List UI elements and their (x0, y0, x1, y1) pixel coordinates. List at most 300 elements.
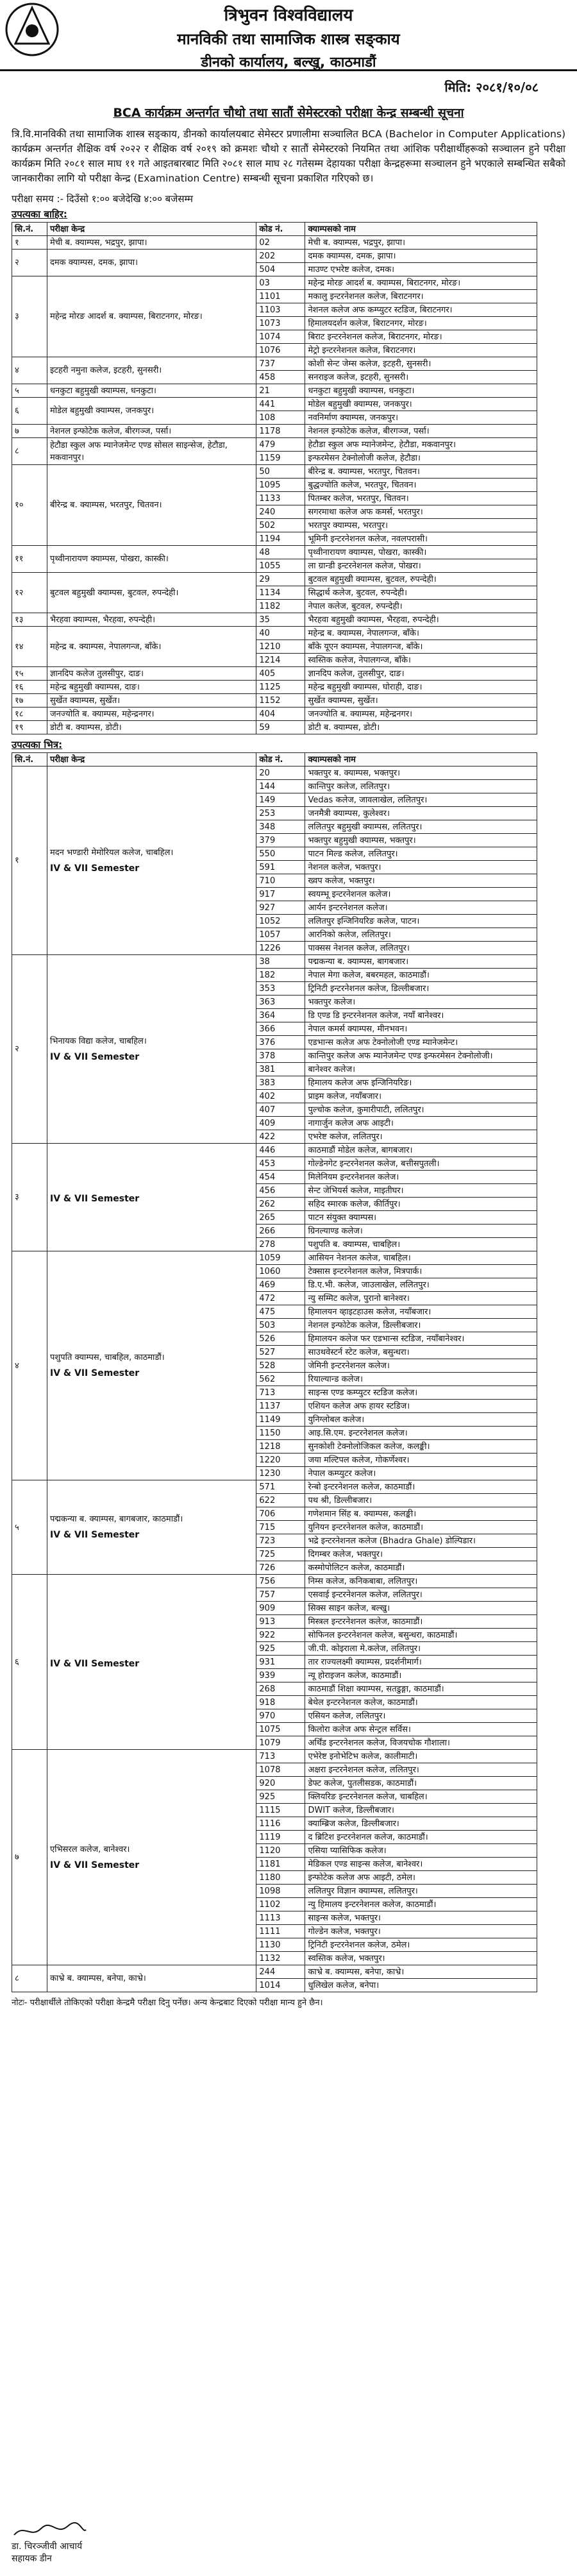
college-code: 622 (256, 1494, 305, 1507)
college-name: कान्तिपुर कलेज, ललितपुर। (305, 780, 537, 793)
college-name: काठमाडौं मोडेल कलेज, बागबजार। (305, 1144, 537, 1157)
centre-name: मदन भण्डारी मेमोरियल कलेज, चाबहिल। (49, 847, 174, 858)
table-row (12, 425, 537, 438)
college-name: भक्तपुर कलेज। (305, 996, 537, 1009)
college-name: बिराट इन्टरनेशनल कलेज, बिराटनगर, मोरङ। (305, 330, 537, 344)
college-name: क्लियरिङ इन्टरनेशनल कलेज, चाबहिल। (305, 1790, 537, 1804)
college-code: 1180 (256, 1871, 305, 1885)
group-sn: १६ (12, 681, 47, 694)
college-name: पथ श्री, डिल्लीबजार। (305, 1494, 537, 1507)
table-row (12, 573, 537, 586)
college-name: एभेरेष्ट इनोभेटिभ कलेज, कालीमाटी। (305, 1750, 537, 1763)
college-code: 182 (256, 969, 305, 982)
college-name: प्राइम कलेज, नयाँबजार। (305, 1090, 537, 1103)
college-code: 29 (256, 573, 305, 586)
semester-label: IV & VII Semester (49, 1194, 140, 1204)
college-code: 402 (256, 1090, 305, 1103)
college-code: 713 (256, 1750, 305, 1763)
centre-name: डोटी ब. क्याम्पस, डोटी। (49, 722, 122, 733)
college-code: 108 (256, 411, 305, 425)
college-code: 1194 (256, 532, 305, 546)
college-code: 364 (256, 1009, 305, 1022)
college-code: 1149 (256, 1413, 305, 1427)
college-code: 446 (256, 1144, 305, 1157)
group-sn: ११ (12, 546, 47, 573)
college-code: 1226 (256, 942, 305, 955)
college-name: सुनकोशी टेक्नोलोजिकल कलेज, कलङ्की। (305, 1440, 537, 1453)
college-name: कोशी सेन्ट जेम्स कलेज, इटहरी, सुनसरी। (305, 357, 537, 371)
college-code: 472 (256, 1292, 305, 1305)
group-sn: १ (12, 767, 47, 955)
college-name: एशियन कलेज अफ हायर स्टडिज। (305, 1400, 537, 1413)
college-name: काभ्रे ब. क्याम्पस, बनेपा, काभ्रे। (305, 1965, 537, 1979)
university-logo-icon (4, 1, 60, 58)
college-code: 1095 (256, 479, 305, 492)
college-name: ज्ञानदिप कलेज, तुलसीपुर, दाङ। (305, 667, 537, 681)
college-name: आर्यन इन्टरनेशनल कलेज। (305, 901, 537, 915)
inside-valley-table (12, 752, 537, 1992)
college-name: भरतपुर क्याम्पस, भरतपुर। (305, 519, 537, 532)
table-row (12, 236, 537, 250)
college-code: 453 (256, 1157, 305, 1171)
college-name: ला ग्रान्डी इन्टरनेशनल कलेज, पोखरा। (305, 559, 537, 573)
college-name: ख्वप कलेज, भक्तपुर। (305, 874, 537, 888)
college-name: साइन्स एण्ड कम्प्युटर स्टडिज कलेज। (305, 1386, 537, 1400)
college-name: नेपाल कमर्स क्याम्पस, मीनभवन। (305, 1022, 537, 1036)
college-name: हिमालयन कलेज फर एडभान्स स्टडिज, नयाँबानेश्वर। (305, 1332, 537, 1346)
centre-name: इटहरी नमुना कलेज, इटहरी, सुनसरी। (49, 366, 162, 375)
college-name: महेन्द्र बहुमुखी क्याम्पस, घोराही, दाङ। (305, 681, 537, 694)
college-code: 713 (256, 1386, 305, 1400)
table-row (12, 767, 537, 780)
college-code: 363 (256, 996, 305, 1009)
college-name: नेपाल कलेज, बुटवल, रुपन्देही। (305, 600, 537, 613)
college-name: पाक्सस नेशनल कलेज, ललितपुर। (305, 942, 537, 955)
centre-name: एभिसरल कलेज, बानेश्वर। (49, 1844, 130, 1854)
college-code: 1057 (256, 928, 305, 942)
table-row (12, 708, 537, 721)
semester-label: IV & VII Semester (49, 1860, 140, 1870)
college-code: 504 (256, 263, 305, 276)
college-name: न्यु हिमालय इन्टरनेशनल कलेज, काठमाडौं। (305, 1898, 537, 1911)
group-centre (47, 546, 256, 573)
college-code: 21 (256, 384, 305, 398)
group-centre (47, 1144, 256, 1251)
centre-name: भिनायक विद्या कलेज, चाबहिल। (49, 1036, 147, 1046)
college-name: एसिया प्यासिफिक कलेज। (305, 1844, 537, 1858)
col-centre: परीक्षा केन्द्र (47, 223, 256, 236)
college-name: धुलिखेल कलेज, बनेपा। (305, 1979, 537, 1992)
group-sn: ४ (12, 357, 47, 384)
college-name: बेथेल इन्टरनेशनल कलेज, काठमाडौं। (305, 1696, 537, 1709)
college-name: नेशनल कलेज, भक्तपुर। (305, 861, 537, 874)
table-row (12, 1480, 537, 1494)
college-name: दमक क्याम्पस, दमक, झापा। (305, 250, 537, 263)
group-sn: २ (12, 250, 47, 276)
college-code: 20 (256, 767, 305, 780)
college-code: 526 (256, 1332, 305, 1346)
college-name: ग्रिनल्याण्ड कलेज। (305, 1224, 537, 1238)
notice-date: मिति: २०८१/१०/०८ (444, 80, 539, 95)
group-centre (47, 384, 256, 398)
semester-label: IV & VII Semester (49, 863, 140, 874)
centre-name: मेची ब. क्याम्पस, भद्रपुर, झापा। (49, 237, 147, 248)
college-name: साइन्स कलेज, भक्तपुर। (305, 1911, 537, 1925)
college-code: 479 (256, 438, 305, 452)
college-name: बुटवल बहुमुखी क्याम्पस, बुटवल, रुपन्देही। (305, 573, 537, 586)
college-code: 1074 (256, 330, 305, 344)
group-centre (47, 357, 256, 384)
college-code: 1055 (256, 559, 305, 573)
college-name: बीरेन्द्र ब. क्याम्पस, भरतपुर, चितवन। (305, 465, 537, 479)
college-code: 737 (256, 357, 305, 371)
table-row (12, 613, 537, 627)
college-name: सिद्धार्थ कलेज, बुटवल, रुपन्देही। (305, 586, 537, 600)
office-address: डीनको कार्यालय, बल्खु, काठमाडौं (201, 55, 376, 71)
college-code: 917 (256, 888, 305, 901)
college-code: 149 (256, 793, 305, 807)
college-name: भद्रे इन्टरनेशनल कलेज (Bhadra Ghale) डोल्पिडार। (305, 1534, 537, 1548)
college-code: 757 (256, 1588, 305, 1602)
college-name: सहिद स्मारक कलेज, कीर्तिपुर। (305, 1198, 537, 1211)
college-code: 404 (256, 708, 305, 721)
group-centre (47, 1965, 256, 1992)
college-name: रियाल्यान्ड कलेज। (305, 1373, 537, 1386)
college-code: 1076 (256, 344, 305, 357)
college-code: 02 (256, 236, 305, 250)
college-name: सेन्ट जेभियर्स कलेज, माइतीघर। (305, 1184, 537, 1198)
college-code: 48 (256, 546, 305, 559)
college-name: बानेश्वर कलेज। (305, 1063, 537, 1076)
college-name: जी.पी. कोइराला मे.कलेज, ललितपुर। (305, 1642, 537, 1656)
college-code: 1178 (256, 425, 305, 438)
college-name: DWIT कलेज, डिल्लीबजार। (305, 1804, 537, 1817)
college-name: धनकुटा बहुमुखी क्याम्पस, धनकुटा। (305, 384, 537, 398)
table-row (12, 398, 537, 411)
college-code: 1079 (256, 1736, 305, 1750)
college-name: ट्रिनिटी इन्टरनेशनल कलेज, ठमेल। (305, 1938, 537, 1952)
college-code: 40 (256, 627, 305, 640)
centre-name: पृथ्वीनारायण क्याम्पस, पोखरा, कास्की। (49, 554, 169, 564)
table-row (12, 667, 537, 681)
college-code: 503 (256, 1319, 305, 1332)
college-code: 1230 (256, 1467, 305, 1480)
college-name: इन्फरमेसन टेक्नोलोजी कलेज, हेटौडा। (305, 452, 537, 465)
college-code: 1220 (256, 1453, 305, 1467)
college-code: 03 (256, 276, 305, 290)
exam-time: परीक्षा समय :- दिउँसो १:०० बजेदेखि ४:०० बजेसम्म (12, 193, 193, 205)
table-row (12, 546, 537, 559)
college-code: 144 (256, 780, 305, 793)
college-name: नागार्जुन कलेज अफ आइटी। (305, 1117, 537, 1130)
college-code: 407 (256, 1103, 305, 1117)
col-centre: परीक्षा केन्द्र (47, 753, 256, 767)
header-rule (0, 69, 577, 71)
group-centre (47, 681, 256, 694)
college-name: सुर्खेत क्याम्पस, सुर्खेत। (305, 694, 537, 708)
centre-name: दमक क्याम्पस, दमक, झापा। (49, 258, 138, 267)
college-code: 458 (256, 371, 305, 384)
college-name: डि एण्ड डि इन्टरनेशनल कलेज, नयाँ बानेश्वर। (305, 1009, 537, 1022)
group-centre (47, 1575, 256, 1750)
college-code: 909 (256, 1602, 305, 1615)
group-centre (47, 425, 256, 438)
college-code: 920 (256, 1777, 305, 1790)
group-sn: ३ (12, 276, 47, 357)
college-name: ललितपुर बहुमुखी क्याम्पस, ललितपुर। (305, 820, 537, 834)
college-code: 1060 (256, 1265, 305, 1278)
group-sn: १५ (12, 667, 47, 681)
group-centre (47, 667, 256, 681)
group-centre (47, 1480, 256, 1575)
college-code: 1181 (256, 1858, 305, 1871)
college-name: डोटी ब. क्याम्पस, डोटी। (305, 721, 537, 734)
college-name: सिक्स साइन कलेज, बल्खु। (305, 1602, 537, 1615)
group-centre (47, 627, 256, 667)
footnote: नोटः- परीक्षार्थीले तोकिएको परीक्षा केन्द्रमै परीक्षा दिनु पर्नेछ। अन्य केन्द्रबाट दिएको परीक्षा मान्य हुने छैन। (12, 1998, 323, 2008)
signatory-role: सहायक डीन (12, 2554, 52, 2564)
group-sn: २ (12, 955, 47, 1144)
college-name: क्याम्ब्रिज कलेज, डिल्लीबजार। (305, 1817, 537, 1831)
college-name: Vedas कलेज, जावलाखेल, ललितपुर। (305, 793, 537, 807)
college-code: 1052 (256, 915, 305, 928)
table-row (12, 1575, 537, 1588)
centre-name: हेटौडा स्कुल अफ म्यानेजमेन्ट एण्ड सोसल साइन्सेज, हेटौडा, मकवानपुर। (49, 440, 228, 462)
college-name: भैरहवा बहुमुखी क्याम्पस, भैरहवा, रुपन्देही। (305, 613, 537, 627)
college-code: 379 (256, 834, 305, 847)
college-name: स्वस्तिक कलेज, भक्तपुर। (305, 1952, 537, 1965)
college-name: दिगम्बर कलेज, भक्तपुर। (305, 1548, 537, 1561)
col-college: क्याम्पसको नाम (305, 223, 537, 236)
table-row (12, 250, 537, 263)
college-name: डेफ्ट कलेज, पुतलीसडक, काठमाडौं। (305, 1777, 537, 1790)
college-name: ललितपुर इन्जिनियरिङ कलेज, पाटन। (305, 915, 537, 928)
college-code: 1132 (256, 1952, 305, 1965)
college-name: पुल्चोक कलेज, कुमारीपाटी, ललितपुर। (305, 1103, 537, 1117)
group-sn: ६ (12, 1575, 47, 1750)
college-name: नेपाल मेगा कलेज, बबरमहल, काठमाडौं। (305, 969, 537, 982)
college-name: महेन्द्र मोरङ आदर्श ब. क्याम्पस, बिराटनगर, मोरङ। (305, 276, 537, 290)
college-code: 454 (256, 1171, 305, 1184)
college-code: 240 (256, 505, 305, 519)
college-code: 1115 (256, 1804, 305, 1817)
section-outside-label: उपत्यका बाहिर: (12, 208, 67, 220)
college-code: 1059 (256, 1251, 305, 1265)
college-code: 1152 (256, 694, 305, 708)
college-code: 1137 (256, 1400, 305, 1413)
college-code: 939 (256, 1669, 305, 1682)
college-code: 1125 (256, 681, 305, 694)
group-centre (47, 276, 256, 357)
group-sn: १ (12, 236, 47, 250)
college-code: 528 (256, 1359, 305, 1373)
college-code: 1120 (256, 1844, 305, 1858)
group-centre (47, 250, 256, 276)
centre-name: ज्ञानदिप कलेज तुलसीपुर, दाङ। (49, 668, 144, 679)
group-centre (47, 1251, 256, 1480)
college-name: कस्मोपोलिटन कलेज, काठमाडौं। (305, 1561, 537, 1575)
college-code: 710 (256, 874, 305, 888)
signatory-name: डा. चिरञ्जीवी आचार्य (12, 2541, 83, 2552)
table-row (12, 721, 537, 734)
centre-name: धनकुटा बहुमुखी क्याम्पस, धनकुटा। (49, 386, 156, 396)
college-name: आरनिको कलेज, ललितपुर। (305, 928, 537, 942)
college-code: 715 (256, 1521, 305, 1534)
college-name: एडभान्स कलेज अफ टेक्नोलोजी एण्ड म्यानेजमेन्ट। (305, 1036, 537, 1049)
college-name: इन्फोटेक कलेज अफ आइटी, ठमेल। (305, 1871, 537, 1885)
college-code: 1103 (256, 303, 305, 317)
outside-valley-table (12, 222, 537, 734)
table-row (12, 1750, 537, 1763)
college-name: नेशनल कलेज अफ कम्प्युटर स्टडिज, बिराटनगर। (305, 303, 537, 317)
group-sn: ४ (12, 1251, 47, 1480)
college-code: 562 (256, 1373, 305, 1386)
group-sn: १४ (12, 627, 47, 667)
college-code: 918 (256, 1696, 305, 1709)
college-code: 591 (256, 861, 305, 874)
college-code: 550 (256, 847, 305, 861)
college-name: निम्स कलेज, कनिकबाबा, ललितपुर। (305, 1575, 537, 1588)
college-code: 381 (256, 1063, 305, 1076)
college-name: मेट्रो इन्टरनेशनल कलेज, बिराटनगर। (305, 344, 537, 357)
group-centre (47, 955, 256, 1144)
college-name: द ब्रिटिश इन्टरनेशनल कलेज, काठमाडौं। (305, 1831, 537, 1844)
table-row (12, 694, 537, 708)
college-name: किलोरा कलेज अफ सेन्ट्रल सर्विस। (305, 1723, 537, 1736)
college-name: पृथ्वीनारायण क्याम्पस, पोखरा, कास्की। (305, 546, 537, 559)
signature-block (12, 2521, 140, 2564)
college-name: माउण्ट एभरेष्ट कलेज, दमक। (305, 263, 537, 276)
college-name: बाँके यूएन क्याम्पस, नेपालगन्ज, बाँके। (305, 640, 537, 654)
college-code: 1113 (256, 1911, 305, 1925)
college-code: 571 (256, 1480, 305, 1494)
centre-name: काभ्रे ब. क्याम्पस, बनेपा, काभ्रे। (49, 1974, 146, 1983)
college-code: 925 (256, 1642, 305, 1656)
semester-label: IV & VII Semester (49, 1658, 140, 1669)
notice-intro: त्रि.वि.मानविकी तथा सामाजिक शास्त्र सङ्‍काय, डीनको कार्यालयबाट सेमेस्टर प्रणालीमा सञ्चालित BCA (Bachelor in Computer Applications) कार्यक्रम अन्तर्गत शैक्षिक वर्ष २०२२ र शैक्षिक वर्ष २०१९ को क्रमशः चौथो र सातौं सेमेस्टरको नियमित तथा आंशिक परीक्षार्थीहरूको सञ्चालन हुने परीक्षा कार्यक्रम मिति २०८१ साल माघ ११ गते आइतबारबाट मिति २०८१ साल माघ २८ गतेसम्म देहायका परीक्षा केन्द्रहरूमा सञ्चालन हुने भएकाले सम्बन्धित सबैको जानकारीका लागि यो परीक्षा केन्द्र (Examination Centre) सम्बन्धी सूचना प्रकाशित गरिएको छ। (12, 128, 565, 184)
group-sn: १७ (12, 694, 47, 708)
semester-label: IV & VII Semester (49, 1051, 140, 1062)
college-name: महेन्द्र ब. क्याम्पस, नेपालगन्ज, बाँके। (305, 627, 537, 640)
college-name: न्यु सम्मिट कलेज, पुरानो बानेश्वर। (305, 1292, 537, 1305)
college-name: जेमिनी इन्टरनेशनल कलेज। (305, 1359, 537, 1373)
college-code: 456 (256, 1184, 305, 1198)
college-code: 376 (256, 1036, 305, 1049)
college-name: नेशनल इन्फोटेक कलेज, डिल्लीबजार। (305, 1319, 537, 1332)
table-row (12, 1144, 537, 1157)
section-inside-label: उपत्यका भित्र: (12, 739, 63, 750)
notice-title: BCA कार्यक्रम अन्तर्गत चौथो तथा सातौं सेमेस्टरको परीक्षा केन्द्र सम्बन्धी सूचना (113, 106, 464, 120)
centre-name: बुटवल बहुमुखी क्याम्पस, बुटवल, रुपन्देही। (49, 588, 179, 598)
college-code: 409 (256, 1117, 305, 1130)
college-name: कान्तिपुर कलेज अफ म्यानेजमेन्ट एण्ड इन्फरमेसन टेक्नोलोजी। (305, 1049, 537, 1063)
group-sn: ७ (12, 1750, 47, 1965)
college-code: 502 (256, 519, 305, 532)
centre-name: नेशनल इन्फोटेक कलेज, बीरगञ्ज, पर्सा। (49, 426, 172, 436)
col-college: क्याम्पसको नाम (305, 753, 537, 767)
college-name: पाटन संयुक्त क्याम्पस। (305, 1211, 537, 1224)
group-sn: १८ (12, 708, 47, 721)
college-name: जनमैत्री क्याम्पस, कुलेश्वर। (305, 807, 537, 820)
college-name: युनिग्लोबल कलेज। (305, 1413, 537, 1427)
college-code: 1116 (256, 1817, 305, 1831)
table-row (12, 438, 537, 452)
college-code: 348 (256, 820, 305, 834)
college-name: आसियन नेशनल कलेज, चाबहिल। (305, 1251, 537, 1265)
table-row (12, 955, 537, 969)
centre-name: बीरेन्द्र ब. क्याम्पस, भरतपुर, चितवन। (49, 500, 162, 510)
college-name: न्यू होराइजन कलेज, काठमाडौं। (305, 1669, 537, 1682)
table-row (12, 1965, 537, 1979)
group-sn: ६ (12, 398, 47, 425)
centre-name: मोडेल बहुमुखी क्याम्पस, जनकपुर। (49, 406, 155, 416)
college-name: पितम्बर कलेज, भरतपुर, चितवन। (305, 492, 537, 505)
group-centre (47, 573, 256, 613)
college-name: बुद्धज्योति कलेज, भरतपुर, चितवन। (305, 479, 537, 492)
college-name: ललितपुर विज्ञान क्याम्पस, ललितपुर। (305, 1885, 537, 1898)
college-code: 527 (256, 1346, 305, 1359)
college-name: अर्थिंड इन्टरनेशनल कलेज, विजयचोक गौशाला। (305, 1736, 537, 1750)
college-name: भक्तपुर ब. क्याम्पस, भक्तपुर। (305, 767, 537, 780)
college-code: 1119 (256, 1831, 305, 1844)
college-code: 927 (256, 901, 305, 915)
group-sn: १० (12, 465, 47, 546)
college-code: 265 (256, 1211, 305, 1224)
college-code: 202 (256, 250, 305, 263)
semester-label: IV & VII Semester (49, 1530, 140, 1540)
centre-name: जनज्योति ब. क्याम्पस, महेन्द्रनगर। (49, 709, 155, 719)
handwritten-signature-icon (12, 2521, 140, 2540)
college-name: ट्रिनिटी इन्टरनेशनल कलेज, डिल्लीबजार। (305, 982, 537, 996)
college-code: 1133 (256, 492, 305, 505)
group-sn: ५ (12, 1480, 47, 1575)
group-sn: १९ (12, 721, 47, 734)
group-centre (47, 767, 256, 955)
centre-name: महेन्द्र बहुमुखी क्याम्पस, दाङ। (49, 682, 140, 692)
college-name: सोफिनल इन्टरनेशनल कलेज, बसुन्धरा, काठमाडौं। (305, 1629, 537, 1642)
college-code: 353 (256, 982, 305, 996)
college-code: 725 (256, 1548, 305, 1561)
college-name: भक्तपुर बहुमुखी क्याम्पस, भक्तपुर। (305, 834, 537, 847)
group-centre (47, 708, 256, 721)
college-code: 1014 (256, 1979, 305, 1992)
college-code: 1182 (256, 600, 305, 613)
college-code: 1101 (256, 290, 305, 303)
group-centre (47, 236, 256, 250)
table-row (12, 681, 537, 694)
college-code: 913 (256, 1615, 305, 1629)
college-name: तार राज्यलक्ष्मी क्याम्पस, प्रदर्शनीमार्ग। (305, 1656, 537, 1669)
header (0, 0, 577, 96)
college-name: पशुपति ब. क्याम्पस, चाबहिल। (305, 1238, 537, 1251)
college-code: 723 (256, 1534, 305, 1548)
group-centre (47, 1750, 256, 1965)
group-centre (47, 465, 256, 546)
college-name: स्वस्तिक कलेज, नेपालगन्ज, बाँके। (305, 654, 537, 667)
college-name: पद्मकन्या ब. क्याम्पस, बागबजार। (305, 955, 537, 969)
centre-name: पद्मकन्या ब. क्याम्पस, बागबजार, काठमाडौं। (49, 1514, 183, 1524)
table-row (12, 357, 537, 371)
college-code: 441 (256, 398, 305, 411)
college-code: 1075 (256, 1723, 305, 1736)
college-code: 756 (256, 1575, 305, 1588)
college-code: 1159 (256, 452, 305, 465)
college-code: 405 (256, 667, 305, 681)
college-code: 922 (256, 1629, 305, 1642)
centre-name: भैरहवा क्याम्पस, भैरहवा, रुपन्देही। (49, 614, 156, 625)
faculty-name: मानविकी तथा सामाजिक शास्त्र सङ्‍काय (177, 30, 400, 48)
group-sn: ८ (12, 438, 47, 465)
